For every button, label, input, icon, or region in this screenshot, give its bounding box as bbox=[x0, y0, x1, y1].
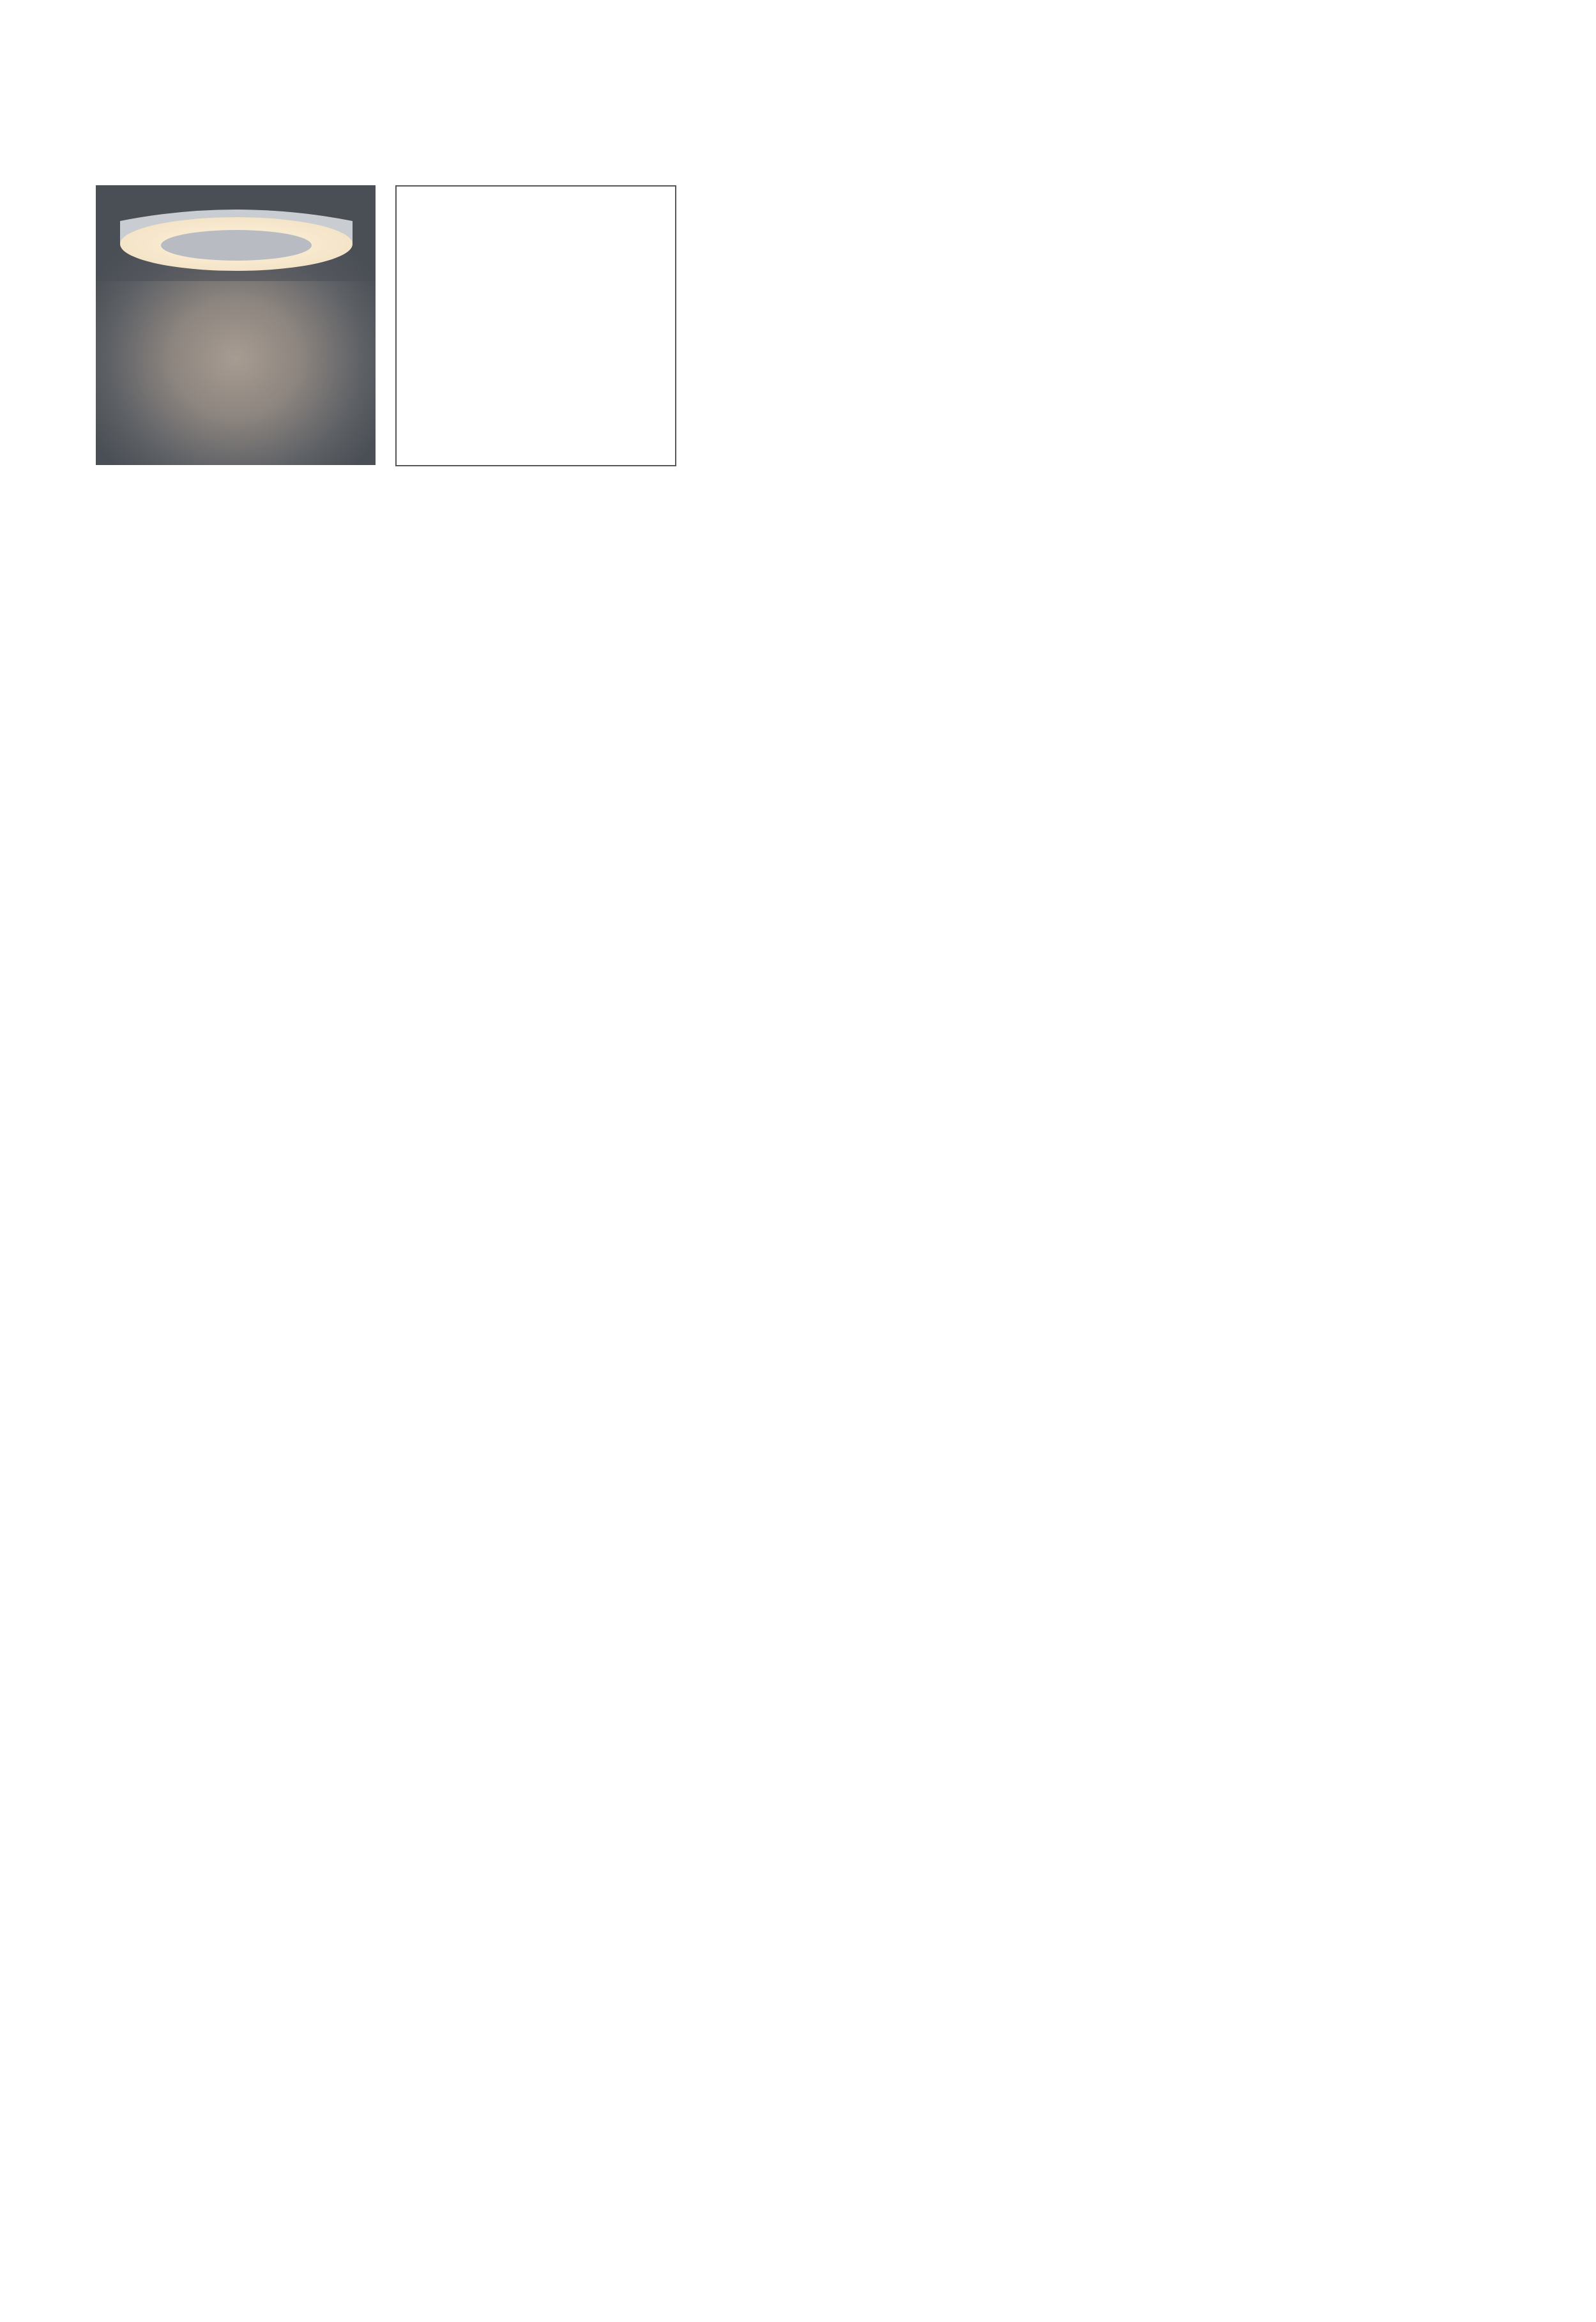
dimension-drawing bbox=[395, 185, 676, 466]
lamp-dimension-diagram-icon bbox=[397, 187, 675, 465]
product-photo bbox=[96, 185, 376, 465]
ceiling-lamp-photo-icon bbox=[96, 185, 376, 465]
